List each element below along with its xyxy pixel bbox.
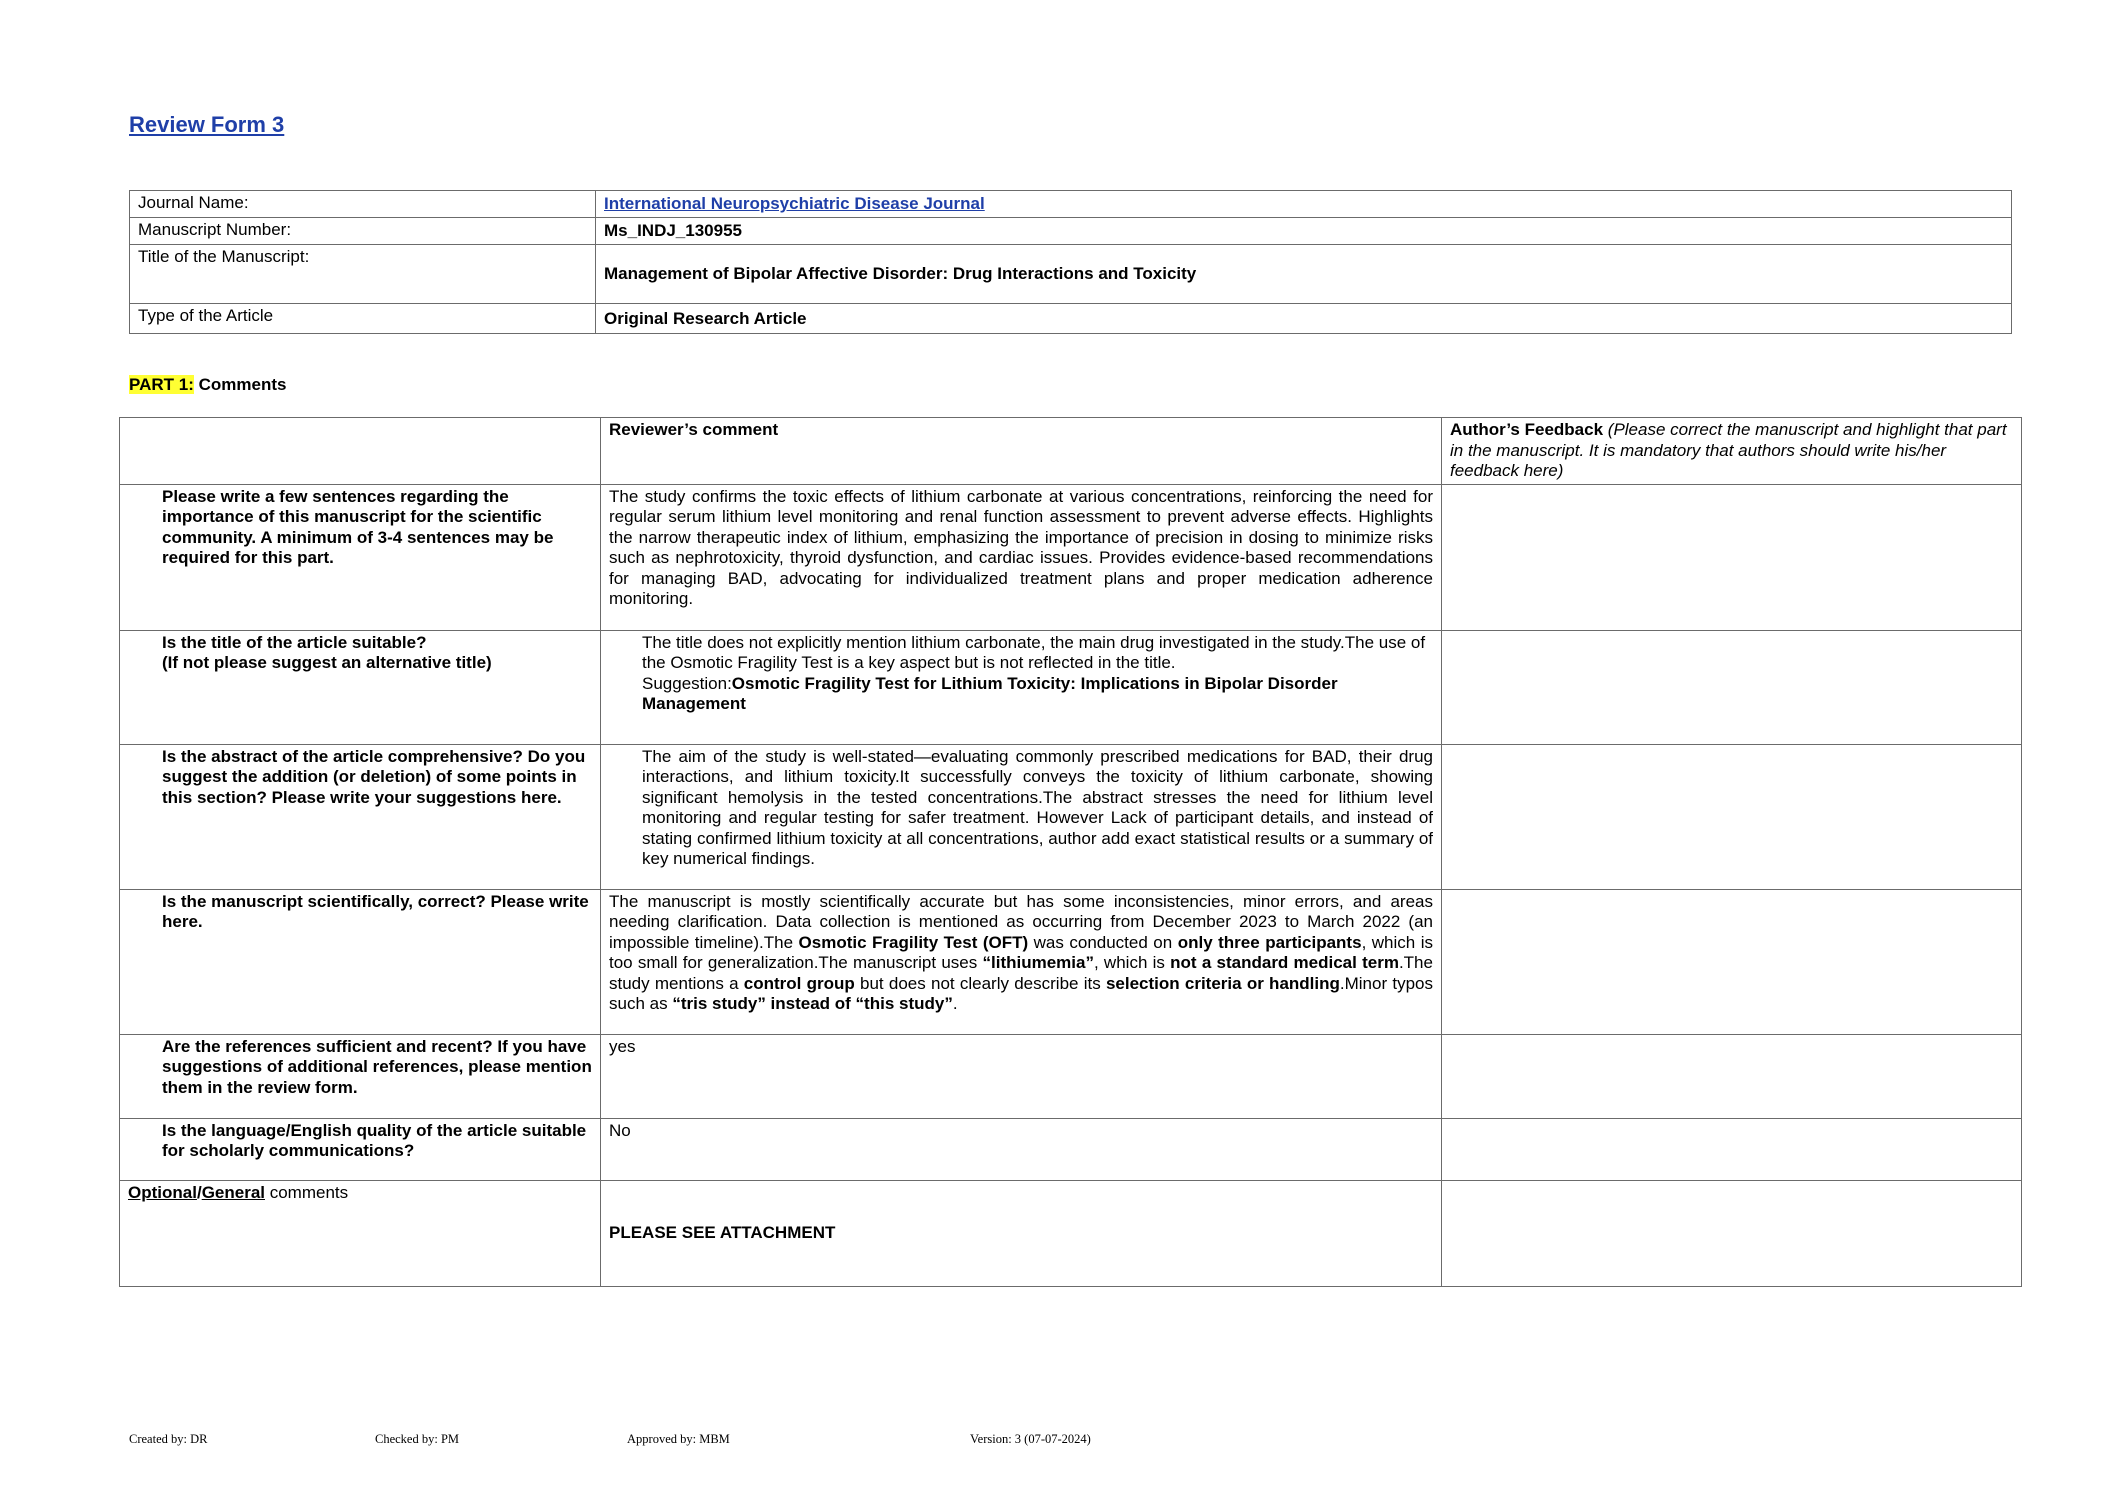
sci-bold-4: not a standard medical term (1170, 953, 1399, 972)
manuscript-number-value: Ms_INDJ_130955 (596, 218, 2012, 245)
manuscript-number-row (130, 218, 2012, 245)
optional-label-general: General (201, 1182, 265, 1202)
manuscript-title-row (130, 245, 2012, 304)
scientific-comment (601, 889, 1442, 1034)
article-type-label: Type of the Article (130, 304, 596, 334)
sci-text-3: , which is too small for generalization.The manuscript uses (609, 932, 1433, 972)
abstract-row (120, 744, 2022, 889)
optional-row (120, 1180, 2022, 1286)
language-author-feedback[interactable] (1442, 1118, 2022, 1180)
suggestion-label: Suggestion: (642, 673, 732, 693)
author-feedback-instructions: (Please correct the manuscript and highlight that part in the manuscript. It is mandatory that authors should write his/her feedback here) (1450, 420, 2007, 480)
optional-comment: PLEASE SEE ATTACHMENT (601, 1180, 1442, 1286)
manuscript-number-label: Manuscript Number: (130, 218, 596, 245)
table-header-row (120, 418, 2022, 485)
scientific-row (120, 889, 2022, 1034)
sci-text-7: .Minor typos such as (609, 973, 1433, 1013)
title-suggestion (642, 674, 1433, 715)
abstract-comment: The aim of the study is well-stated—evaluating commonly prescribed medications for BAD, their drug interactions, and lithium toxicity.It successfully conveys the toxicity of lithium carbonate, showing significant hemolysis in the tested concentrations.The abstract stresses the need for lithium level monitoring and regular testing for safer treatment. However Lack of participant details, and instead of stating confirmed lithium toxicity at all concentrations, author add exact statistical results or a summary of key numerical findings. (601, 744, 1442, 889)
footer-checked: Checked by: PM (375, 1432, 460, 1446)
sci-bold-1: Osmotic Fragility Test (OFT) (798, 932, 1029, 952)
optional-author-feedback[interactable] (1442, 1180, 2022, 1286)
article-type-row (130, 304, 2012, 334)
footer-created: Created by: DR (129, 1432, 208, 1446)
journal-link[interactable]: International Neuropsychiatric Disease Journal (604, 194, 985, 213)
manuscript-title-value: Management of Bipolar Affective Disorder: Drug Interactions and Toxicity (596, 245, 2012, 304)
title-row (120, 630, 2022, 744)
title-author-feedback[interactable] (1442, 630, 2022, 744)
optional-label (120, 1180, 601, 1286)
journal-cell (596, 191, 2012, 218)
sci-bold-2: only three participants (1177, 932, 1362, 952)
author-feedback-header (1442, 418, 2022, 485)
references-author-feedback[interactable] (1442, 1034, 2022, 1118)
importance-question: Please write a few sentences regarding the importance of this manuscript for the scientific community. A minimum of 3-4 sentences may be required for this part. (120, 484, 601, 630)
sci-text-2: was conducted on (1028, 932, 1178, 952)
article-type-value: Original Research Article (596, 304, 2012, 334)
manuscript-title-label: Title of the Manuscript: (130, 245, 596, 304)
form-title[interactable]: Review Form 3 (129, 112, 285, 137)
language-comment: No (601, 1118, 1442, 1180)
abstract-question: Is the abstract of the article comprehensive? Do you suggest the addition (or deletion) of some points in this section? Please write your suggestions here. (120, 744, 601, 889)
language-row (120, 1118, 2022, 1180)
importance-comment: The study confirms the toxic effects of lithium carbonate at various concentrations, reinforcing the need for regular serum lithium level monitoring and renal function assessment to prevent adverse effects. Highlights the narrow therapeutic index of lithium, emphasizing the importance of precision in dosing to minimize risks such as nephrotoxicity, thyroid dysfunction, and cardiac issues. Provides evidence-based recommendations for managing BAD, advocating for individualized treatment plans and proper medication adherence monitoring. (601, 484, 1442, 630)
scientific-author-feedback[interactable] (1442, 889, 2022, 1034)
reviewer-comment-header: Reviewer’s comment (601, 418, 1442, 485)
abstract-author-feedback[interactable] (1442, 744, 2022, 889)
title-question-line2: (If not please suggest an alternative title) (162, 653, 492, 672)
comments-table (119, 417, 2022, 1287)
part-label: PART 1: (129, 375, 194, 394)
importance-author-feedback[interactable] (1442, 484, 2022, 630)
sci-bold-5: control group (743, 973, 855, 993)
header-empty-cell (120, 418, 601, 485)
optional-label-rest: comments (265, 1182, 349, 1202)
title-question (120, 630, 601, 744)
sci-text-5: .The study mentions a (609, 953, 1433, 993)
references-comment: yes (601, 1034, 1442, 1118)
references-question: Are the references sufficient and recent? If you have suggestions of additional references, please mention them in the review form. (120, 1034, 601, 1118)
manuscript-info-table (129, 190, 2012, 334)
title-question-line1: Is the title of the article suitable? (162, 632, 427, 652)
sci-bold-6: selection criteria or handling (1105, 973, 1340, 993)
journal-row (130, 191, 2012, 218)
sci-text-4: , which is (1093, 953, 1171, 972)
sci-text-8: . (952, 994, 958, 1013)
title-comment-text: The title does not explicitly mention lithium carbonate, the main drug investigated in the study.The use of the Osmotic Fragility Test is a key aspect but is not reflected in the title. (642, 632, 1426, 672)
references-row (120, 1034, 2022, 1118)
title-comment (601, 630, 1442, 744)
scientific-question: Is the manuscript scientifically, correct? Please write here. (120, 889, 601, 1034)
optional-label-optional: Optional (128, 1182, 197, 1202)
sci-text-6: but does not clearly describe its (854, 973, 1106, 993)
author-feedback-title: Author’s Feedback (1450, 420, 1604, 439)
language-question: Is the language/English quality of the article suitable for scholarly communications? (120, 1118, 601, 1180)
sci-bold-3: “lithiumemia” (982, 953, 1094, 972)
importance-row (120, 484, 2022, 630)
footer-approved: Approved by: MBM (627, 1432, 730, 1446)
optional-label-sep: / (196, 1182, 202, 1202)
suggestion-value: Osmotic Fragility Test for Lithium Toxicity: Implications in Bipolar Disorder Management (642, 673, 1338, 713)
sci-bold-7: “tris study” instead of “this study” (672, 994, 953, 1013)
sci-text-1: The manuscript is mostly scientifically accurate but has some inconsistencies, minor errors, and areas needing clarification. Data collection is mentioned as occurring from December 2023 to March 2022 (an impossible timeline).The (609, 891, 1433, 952)
footer-version: Version: 3 (07-07-2024) (970, 1432, 1091, 1446)
journal-label: Journal Name: (130, 191, 596, 218)
part-text: Comments (198, 375, 287, 394)
part-heading (129, 375, 286, 395)
